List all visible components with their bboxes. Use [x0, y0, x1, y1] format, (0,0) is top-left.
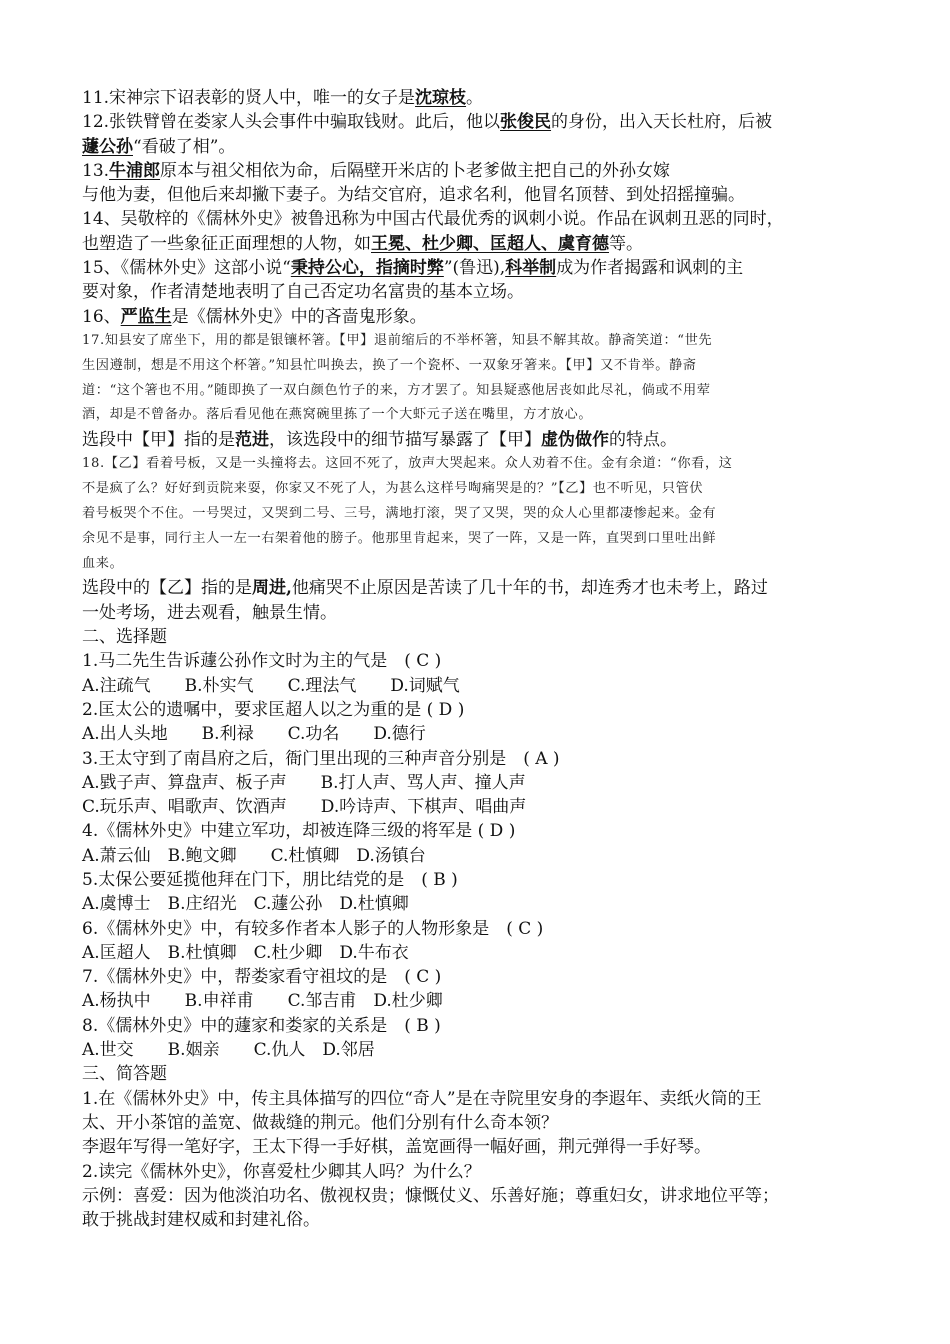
mc-question: 4.《儒林外史》中建立军功，却被连降三级的将军是 ( D ) — [82, 821, 516, 842]
sa-question: 1.在《儒林外史》中，传主具体描写的四位“奇人”是在寺院里安身的李遐年、卖纸火筒的王 — [82, 1088, 762, 1109]
answer: 张俊民 — [500, 112, 552, 133]
mc-question: 1.马二先生告诉蘧公孙作文时为主的气是 ( C ) — [82, 651, 442, 672]
q14-cont: 也塑造了一些象征正面理想的人物，如王冕、杜少卿、匡超人、虞育德等。 — [82, 233, 643, 254]
answer: 秉持公心，指摘时弊 — [290, 258, 444, 279]
q17-passage-line: 17.知县安了席坐下，用的都是银镶杯箸。【甲】退前缩后的不举杯箸，知县不解其故。静斋笑道：“世先 — [82, 332, 713, 348]
mc-options: A.世交 B.姻亲 C.仇人 D.邻居 — [82, 1040, 375, 1061]
mc-question: 2.匡太公的遗嘱中，要求匡超人以之为重的是 ( D ) — [82, 699, 465, 720]
mc-question: 7.《儒林外史》中，帮娄家看守祖坟的是 ( C ) — [82, 967, 442, 988]
q18-answer-cont: 一处考场，进去观看，触景生情。 — [82, 602, 337, 623]
q12: 12.张铁臂曾在娄家人头会事件中骗取钱财。此后，他以张俊民的身份，出入天长杜府，后被 — [82, 112, 773, 133]
sa-answer: 敢于挑战封建权威和封建礼俗。 — [82, 1210, 320, 1231]
mc-options: A.虞博士 B.庄绍光 C.蘧公孙 D.杜慎卿 — [82, 894, 409, 915]
mc-options: A.匡超人 B.杜慎卿 C.杜少卿 D.牛布衣 — [82, 942, 409, 963]
mc-question: 6.《儒林外史》中，有较多作者本人影子的人物形象是 ( C ) — [82, 918, 544, 939]
answer: 周进, — [252, 578, 292, 599]
q17-passage-line: 生因遵制，想是不用这个杯箸。”知县忙叫换去，换了一个瓷杯、一双象牙箸来。【甲】又不肯举。静斋 — [82, 357, 697, 373]
mc-options: A.注疏气 B.朴实气 C.理法气 D.词赋气 — [82, 675, 460, 696]
q13-cont: 与他为妻，但他后来却撇下妻子。为结交官府，追求名利，他冒名顶替、到处招摇撞骗。 — [82, 185, 745, 206]
sa-question: 2.读完《儒林外史》，你喜爱杜少卿其人吗？为什么？ — [82, 1161, 481, 1182]
q18-passage-line: 18.【乙】看着号板，又是一头撞将去。这回不死了，放声大哭起来。众人劝着不住。金有余道：“你看，这 — [82, 456, 733, 472]
answer: 科举制 — [505, 258, 557, 279]
answer: 严监生 — [120, 306, 172, 327]
answer: 虚伪做作 — [541, 430, 609, 451]
mc-question: 5.太保公要延揽他拜在门下，朋比结党的是 ( B ) — [82, 870, 458, 890]
q18-answer: 选段中的【乙】指的是周进,他痛哭不止原因是苦读了几十年的书，却连秀才也未考上，路过 — [82, 578, 768, 599]
q15: 15、《儒林外史》这部小说“秉持公心，指摘时弊”(鲁迅),科举制成为作者揭露和讽刺的主 — [82, 258, 744, 279]
mc-options: C.玩乐声、唱歌声、饮酒声 D.吟诗声、下棋声、唱曲声 — [82, 797, 527, 818]
mc-options: A.萧云仙 B.鲍文卿 C.杜慎卿 D.汤镇台 — [82, 845, 426, 866]
q11: 11.宋神宗下诏表彰的贤人中，唯一的女子是沈琼枝。 — [82, 88, 484, 108]
answer: 沈琼枝 — [415, 88, 467, 108]
sa-answer: 李遐年写得一笔好字，王太下得一手好棋，盖宽画得一幅好画，荆元弹得一手好琴。 — [82, 1137, 711, 1158]
mc-options: A.戥子声、算盘声、板子声 B.打人声、骂人声、撞人声 — [82, 772, 526, 793]
q18-passage-line: 余见不是事，同行主人一左一右架着他的膀子。他那里肯起来，哭了一阵，又是一阵，直哭到口里吐出鲜 — [82, 530, 717, 546]
q17-passage-line: 酒，却是不曾备办。落后看见他在燕窝碗里拣了一个大虾元子送在嘴里，方才放心。 — [82, 407, 593, 423]
answer: 牛浦郎 — [109, 160, 161, 181]
q18-passage-line: 着号板哭个不住。一号哭过，又哭到二号、三号，满地打滚，哭了又哭，哭的众人心里都凄惨起来。金有 — [82, 506, 717, 522]
q18-passage-line: 血来。 — [82, 555, 124, 571]
q18-passage-line: 不是疯了么？好好到贡院来耍，你家又不死了人，为甚么这样号啕痛哭是的？”【乙】也不听见，只管伏 — [82, 481, 704, 497]
q14: 14、吴敬梓的《儒林外史》被鲁迅称为中国古代最优秀的讽刺小说。作品在讽刺丑恶的同时， — [82, 209, 784, 230]
q17-answer: 选段中【甲】指的是范进，该选段中的细节描写暴露了【甲】虚伪做作的特点。 — [82, 430, 677, 451]
sa-question: 太、开小茶馆的盖宽、做裁缝的荆元。他们分别有什么奇本领？ — [82, 1112, 558, 1133]
mc-question: 8.《儒林外史》中的蘧家和娄家的关系是 ( B ) — [82, 1015, 441, 1036]
q12-cont: 蘧公孙“看破了相”。 — [82, 136, 236, 157]
answer: 王冕、杜少卿、匡超人、虞育德 — [371, 233, 609, 254]
q17-passage-line: 道：“这个箸也不用。”随即换了一双白颜色竹子的来，方才罢了。知县疑惑他居丧如此尽礼，倘或不用荤 — [82, 382, 711, 398]
section-heading: 三、简答题 — [82, 1064, 167, 1085]
answer: 范进 — [235, 430, 269, 451]
mc-options: A.杨执中 B.申祥甫 C.邹吉甫 D.杜少卿 — [82, 991, 443, 1012]
section-heading: 二、选择题 — [82, 627, 167, 648]
mc-question: 3.王太守到了南昌府之后，衙门里出现的三种声音分别是 ( A ) — [82, 748, 560, 769]
mc-options: A.出人头地 B.利禄 C.功名 D.德行 — [82, 724, 426, 745]
sa-answer: 示例：喜爱：因为他淡泊功名、傲视权贵；慷慨仗义、乐善好施；尊重妇女，讲求地位平等； — [82, 1185, 779, 1206]
q16: 16、严监生是《儒林外史》中的吝啬鬼形象。 — [82, 306, 427, 327]
document-page — [82, 86, 872, 1232]
q15-cont: 要对象，作者清楚地表明了自己否定功名富贵的基本立场。 — [82, 282, 524, 303]
answer: 蘧公孙 — [82, 136, 133, 157]
q13: 13.牛浦郎原本与祖父相依为命，后隔壁开米店的卜老爹做主把自己的外孙女嫁 — [82, 160, 671, 181]
